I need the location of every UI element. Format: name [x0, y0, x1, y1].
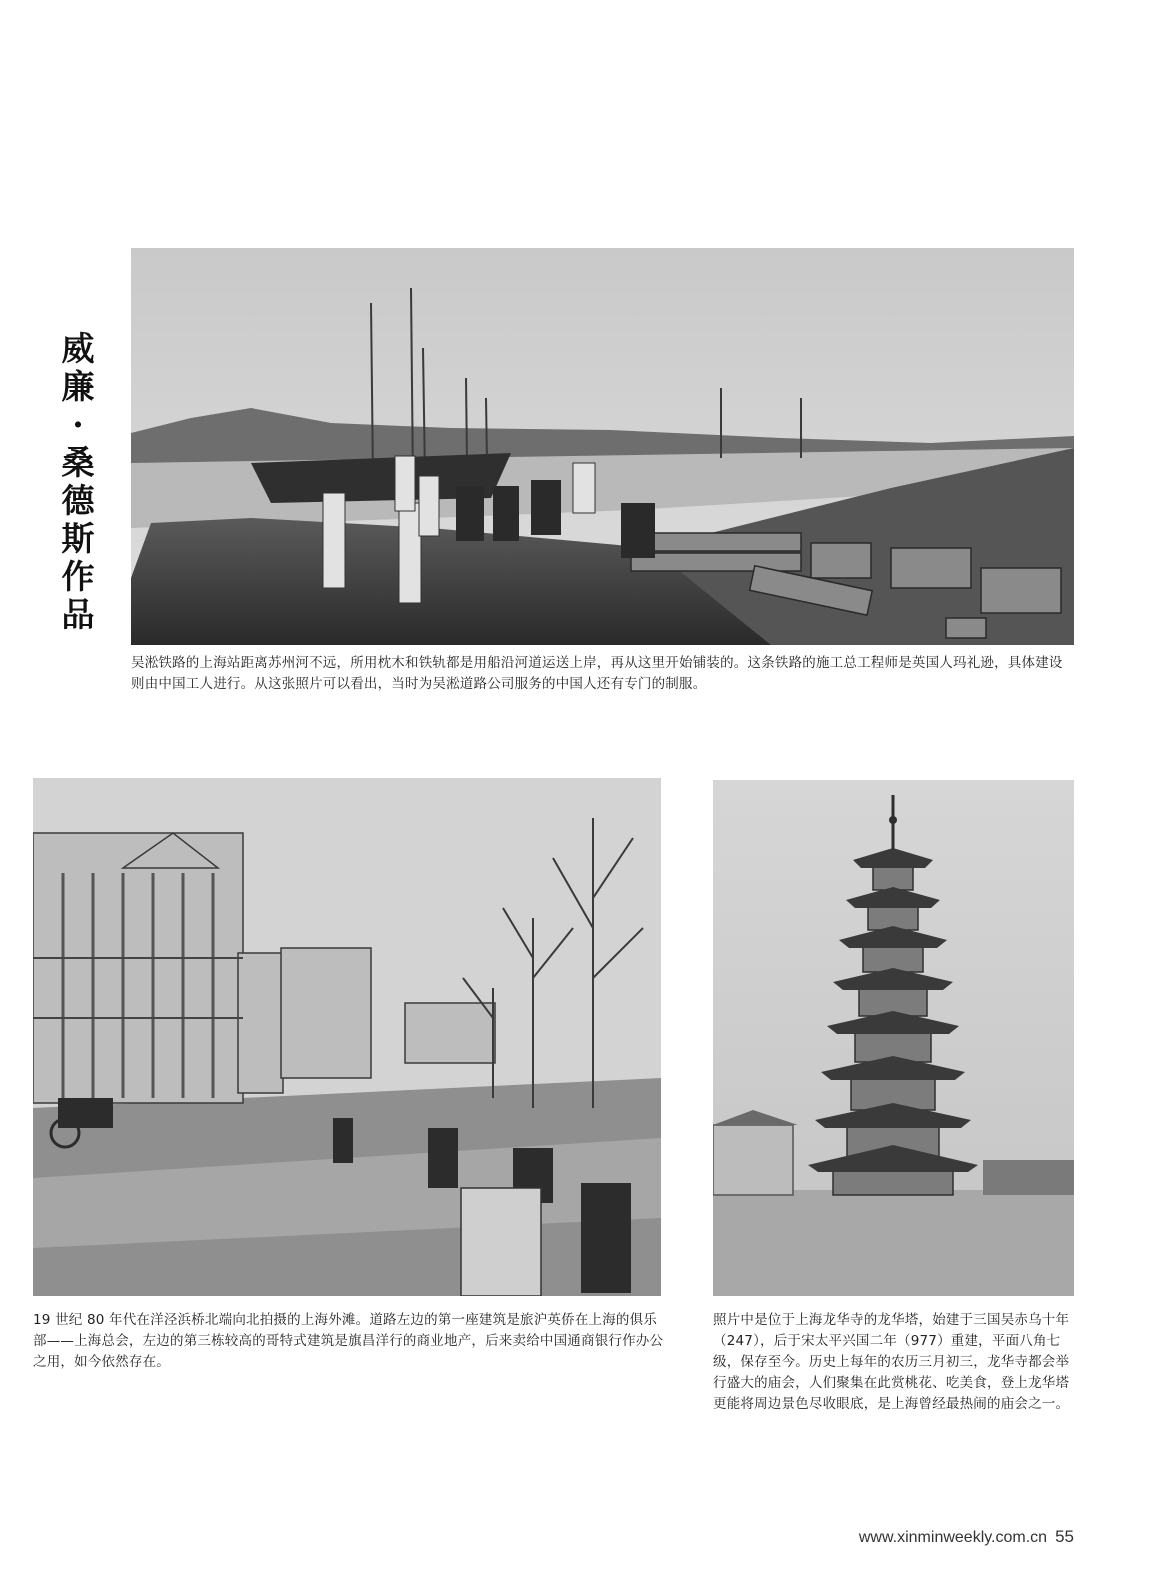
bund-caption: 19 世纪 80 年代在洋泾浜桥北端向北拍摄的上海外滩。道路左边的第一座建筑是旅沪英侨在上海的俱乐部——上海总会，左边的第三栋较高的哥特式建筑是旗昌洋行的商业地产，后来卖给中国通商银行作办公之用，如今依然存在。 [33, 1312, 664, 1370]
pagoda-photo [713, 780, 1074, 1296]
side-title-char: 廉 [61, 367, 95, 406]
railway-photo [131, 248, 1074, 645]
side-title-char: 德 [61, 481, 95, 520]
railway-caption: 吴淞铁路的上海站距离苏州河不远，所用枕木和铁轨都是用船沿河道运送上岸，再从这里开始铺装的。这条铁路的施工总工程师是英国人玛礼逊，具体建设则由中国工人进行。从这张照片可以看出，当时为吴淞道路公司服务的中国人还有专门的制服。 [131, 655, 1063, 692]
side-title-char: 威 [61, 329, 95, 368]
side-title [58, 330, 98, 634]
footer-url: www.xinminweekly.com.cn [858, 1529, 1048, 1546]
side-title-char: 桑 [61, 443, 95, 482]
bund-photo [33, 778, 661, 1296]
pagoda-caption: 照片中是位于上海龙华寺的龙华塔，始建于三国吴赤乌十年（247），后于宋太平兴国二年（977）重建，平面八角七级，保存至今。历史上每年的农历三月初三，龙华寺都会举行盛大的庙会，人们聚集在此赏桃花、吃美食，登上龙华塔更能将周边景色尽收眼底，是上海曾经最热闹的庙会之一。 [713, 1312, 1070, 1412]
side-title-char: 作 [61, 557, 95, 596]
page-footer [859, 1527, 1074, 1547]
side-title-char: · [72, 405, 84, 444]
page-number: 55 [1055, 1527, 1074, 1546]
side-title-char: 斯 [61, 519, 95, 558]
side-title-char: 品 [61, 595, 95, 634]
